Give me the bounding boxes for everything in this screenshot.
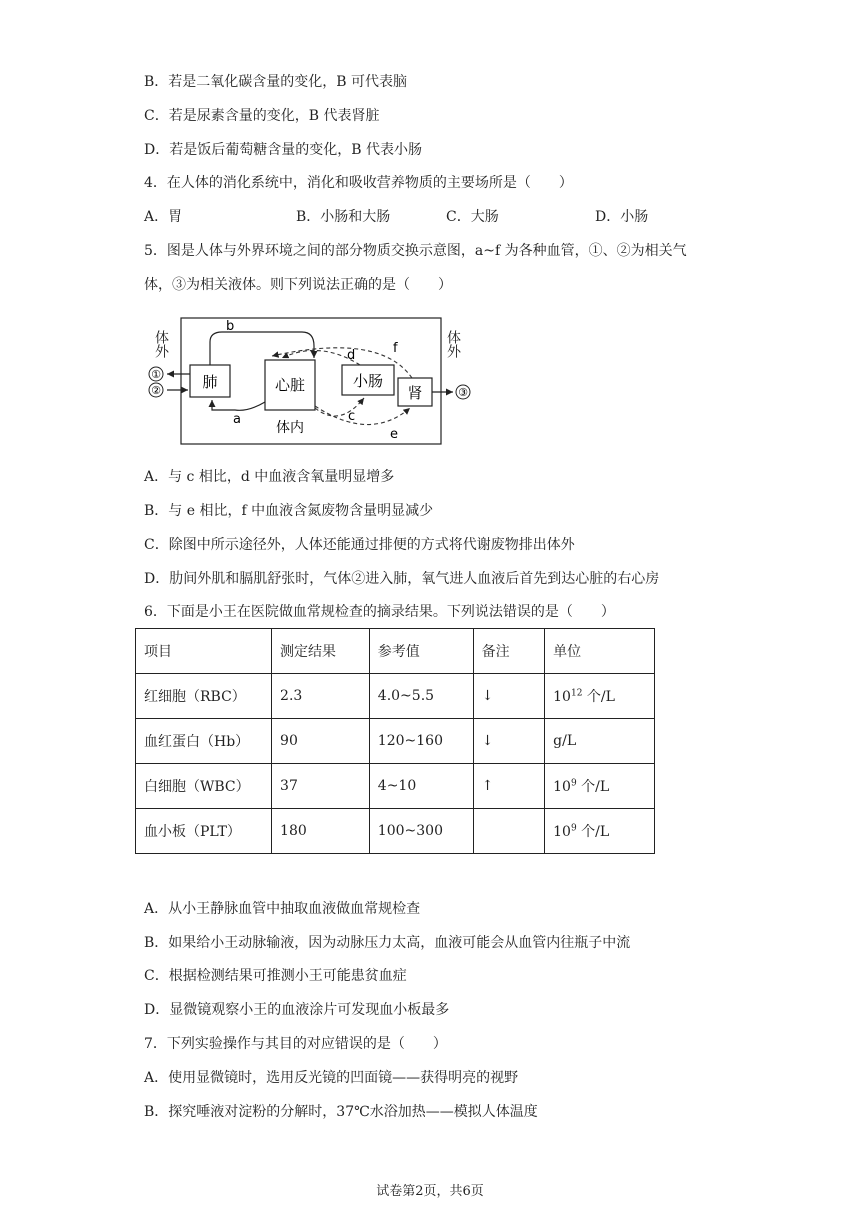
table-row bbox=[136, 764, 655, 809]
cell-reference: 4.0~5.5 bbox=[369, 674, 473, 719]
cell-unit: $10^9$ 个/L bbox=[545, 764, 655, 809]
cell-remark: ↓ bbox=[473, 719, 545, 764]
intestine-label: 小肠 bbox=[352, 372, 384, 390]
cell-item: 血小板（PLT） bbox=[136, 809, 272, 854]
cell-remark bbox=[473, 809, 545, 854]
q4-option-c: C．大肠 bbox=[446, 209, 499, 225]
cell-result: 2.3 bbox=[272, 674, 370, 719]
cell-result: 180 bbox=[272, 809, 370, 854]
cell-remark: ↓ bbox=[473, 674, 545, 719]
q4-stem: 4．在人体的消化系统中，消化和吸收营养物质的主要场所是（ ） bbox=[144, 175, 573, 191]
table-row bbox=[136, 674, 655, 719]
header-unit: 单位 bbox=[545, 629, 655, 674]
vessel-d-label: d bbox=[347, 348, 356, 363]
q5-option-b: B．与 e 相比，f 中血液含氮废物含量明显减少 bbox=[144, 503, 434, 519]
page-footer: 试卷第2页，共6页 bbox=[376, 1184, 484, 1199]
header-result: 测定结果 bbox=[272, 629, 370, 674]
q3-option-c: C．若是尿素含量的变化，B 代表肾脏 bbox=[144, 108, 380, 124]
heart-label: 心脏 bbox=[274, 376, 306, 394]
q7-option-a: A．使用显微镜时，选用反光镜的凹面镜——获得明亮的视野 bbox=[144, 1070, 519, 1086]
q4-option-b: B．小肠和大肠 bbox=[296, 209, 391, 225]
inside-label: 体内 bbox=[276, 420, 304, 436]
circle-1-label: ① bbox=[151, 368, 161, 381]
table-row bbox=[136, 719, 655, 764]
q5-option-a: A．与 c 相比，d 中血液含氧量明显增多 bbox=[144, 469, 395, 485]
header-item: 项目 bbox=[136, 629, 272, 674]
cell-unit: g/L bbox=[545, 719, 655, 764]
vessel-e-label: e bbox=[390, 427, 398, 442]
circle-2-label: ② bbox=[151, 384, 161, 397]
outside-right-label: 体外 bbox=[445, 330, 461, 358]
cell-reference: 100~300 bbox=[369, 809, 473, 854]
cell-item: 红细胞（RBC） bbox=[136, 674, 272, 719]
cell-remark: ↑ bbox=[473, 764, 545, 809]
cell-unit: $10^9$ 个/L bbox=[545, 809, 655, 854]
cell-result: 37 bbox=[272, 764, 370, 809]
q6-stem: 6．下面是小王在医院做血常规检查的摘录结果。下列说法错误的是（ ） bbox=[144, 604, 615, 620]
q4-option-d: D．小肠 bbox=[595, 209, 649, 225]
q3-option-d: D．若是饭后葡萄糖含量的变化，B 代表小肠 bbox=[144, 142, 422, 158]
q5-option-d: D．肋间外肌和膈肌舒张时，气体②进入肺，氧气进人血液后首先到达心脏的右心房 bbox=[144, 571, 660, 587]
outside-left-label: 体外 bbox=[153, 330, 169, 358]
cell-unit: $10^{12}$ 个/L bbox=[545, 674, 655, 719]
circle-3-label: ③ bbox=[458, 386, 468, 399]
vessel-b-label: b bbox=[226, 319, 235, 334]
vessel-c-label: c bbox=[348, 409, 356, 424]
q4-option-a: A．胃 bbox=[144, 209, 183, 225]
cell-item: 血红蛋白（Hb） bbox=[136, 719, 272, 764]
vessel-a bbox=[212, 400, 265, 410]
vessel-c bbox=[315, 398, 364, 416]
q7-stem: 7．下列实验操作与其目的对应错误的是（ ） bbox=[144, 1036, 447, 1052]
q7-option-b: B．探究唾液对淀粉的分解时，37℃水浴加热——模拟人体温度 bbox=[144, 1104, 538, 1120]
exchange-diagram bbox=[140, 310, 480, 450]
cell-reference: 4~10 bbox=[369, 764, 473, 809]
lung-label: 肺 bbox=[202, 373, 218, 391]
q6-option-d: D．显微镜观察小王的血液涂片可发现血小板最多 bbox=[144, 1002, 450, 1018]
vessel-a-label: a bbox=[233, 412, 241, 427]
header-reference: 参考值 bbox=[369, 629, 473, 674]
q5-option-c: C．除图中所示途径外，人体还能通过排便的方式将代谢废物排出体外 bbox=[144, 537, 575, 553]
blood-test-table bbox=[135, 628, 655, 854]
q6-option-c: C．根据检测结果可推测小王可能患贫血症 bbox=[144, 968, 407, 984]
kidney-label: 肾 bbox=[407, 384, 423, 402]
cell-reference: 120~160 bbox=[369, 719, 473, 764]
q3-option-b: B．若是二氧化碳含量的变化，B 可代表脑 bbox=[144, 74, 408, 90]
vessel-f-label: f bbox=[393, 341, 398, 356]
header-remark: 备注 bbox=[473, 629, 545, 674]
q6-option-a: A．从小王静脉血管中抽取血液做血常规检查 bbox=[144, 901, 421, 917]
cell-result: 90 bbox=[272, 719, 370, 764]
table-header-row bbox=[136, 629, 655, 674]
table-row bbox=[136, 809, 655, 854]
cell-item: 白细胞（WBC） bbox=[136, 764, 272, 809]
q5-stem-line1: 5．图是人体与外界环境之间的部分物质交换示意图，a~f 为各种血管，①、②为相关气 bbox=[144, 243, 687, 259]
q5-stem-line2: 体，③为相关液体。则下列说法正确的是（ ） bbox=[144, 277, 452, 293]
q6-option-b: B．如果给小王动脉输液，因为动脉压力太高，血液可能会从血管内往瓶子中流 bbox=[144, 935, 631, 951]
